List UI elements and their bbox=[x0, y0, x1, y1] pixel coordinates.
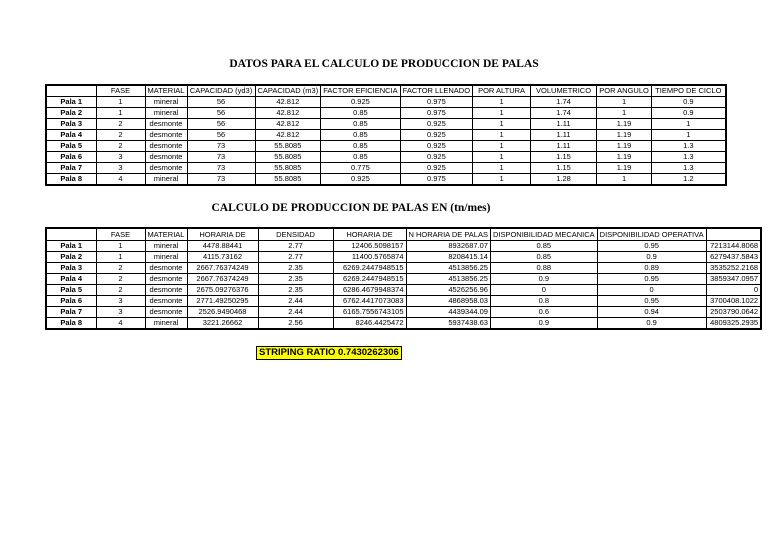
table-cell: 3221.26662 bbox=[187, 318, 258, 330]
table-cell: Pala 6 bbox=[46, 296, 96, 307]
table-cell: 12406.5098157 bbox=[333, 241, 406, 252]
table-cell: 1 bbox=[652, 130, 726, 141]
table-cell: 1.3 bbox=[652, 152, 726, 163]
table-cell: 2.35 bbox=[258, 274, 333, 285]
table-cell: 73 bbox=[187, 141, 255, 152]
table-cell: 2 bbox=[96, 274, 145, 285]
table-cell: 2 bbox=[96, 130, 145, 141]
table-cell: 1 bbox=[473, 163, 531, 174]
table-cell: 0.85 bbox=[321, 108, 400, 119]
table-cell: Pala 4 bbox=[46, 274, 96, 285]
table-cell: 1 bbox=[473, 119, 531, 130]
table-cell: 1 bbox=[96, 108, 145, 119]
table-cell: 0.975 bbox=[400, 174, 472, 186]
table-cell: 1.28 bbox=[531, 174, 597, 186]
table-cell: 56 bbox=[187, 108, 255, 119]
table-cell: 1.15 bbox=[531, 152, 597, 163]
table-cell: 1 bbox=[473, 152, 531, 163]
table-cell: 2 bbox=[96, 119, 145, 130]
table-cell: 1.19 bbox=[597, 119, 652, 130]
table-row bbox=[46, 108, 726, 119]
table1-header-5: FACTOR EFICIENCIA bbox=[321, 85, 400, 97]
table-cell: 6269.2447948515 bbox=[333, 263, 406, 274]
table-cell: 1.15 bbox=[531, 163, 597, 174]
table-cell: 0.85 bbox=[490, 252, 597, 263]
table-cell: 6269.2447948515 bbox=[333, 274, 406, 285]
table-cell: 0.775 bbox=[321, 163, 400, 174]
table-cell: 1.19 bbox=[597, 152, 652, 163]
table2-header-5: HORARIA DE bbox=[333, 228, 406, 241]
table-cell: 1 bbox=[473, 174, 531, 186]
table-cell: 4809325.2935 bbox=[706, 318, 761, 330]
table-cell: 1.19 bbox=[597, 163, 652, 174]
table-cell: 0.85 bbox=[321, 152, 400, 163]
table1-header-1: FASE bbox=[96, 85, 145, 97]
table2-header-9 bbox=[706, 228, 761, 241]
striping-ratio-label: STRIPING RATIO bbox=[259, 347, 336, 358]
table-cell: 2.56 bbox=[258, 318, 333, 330]
table-cell: 2667.76374249 bbox=[187, 274, 258, 285]
title-datos: DATOS PARA EL CALCULO DE PRODUCCION DE PALAS bbox=[229, 58, 539, 70]
table1-header-3: CAPACIDAD (yd3) bbox=[187, 85, 255, 97]
table-cell: 1.11 bbox=[531, 119, 597, 130]
table-cell: 73 bbox=[187, 174, 255, 186]
table-cell: 0.925 bbox=[321, 97, 400, 108]
table-cell: 42.812 bbox=[255, 108, 321, 119]
table-cell: 0.85 bbox=[490, 241, 597, 252]
table1-header-7: POR ALTURA bbox=[473, 85, 531, 97]
table-row bbox=[46, 163, 726, 174]
table-cell: mineral bbox=[145, 108, 187, 119]
table-cell: 0.925 bbox=[400, 119, 472, 130]
table-cell: 11400.5765874 bbox=[333, 252, 406, 263]
table-cell: 1 bbox=[597, 108, 652, 119]
table-cell: 8208415.14 bbox=[406, 252, 490, 263]
table-row bbox=[46, 119, 726, 130]
table-cell: 2 bbox=[96, 141, 145, 152]
table-cell: mineral bbox=[145, 97, 187, 108]
table-cell: 0 bbox=[597, 285, 706, 296]
table-cell: 0.89 bbox=[597, 263, 706, 274]
table-row bbox=[46, 318, 761, 330]
table-cell: 1 bbox=[473, 141, 531, 152]
table-cell: 2 bbox=[96, 263, 145, 274]
table-cell: 8246.4425472 bbox=[333, 318, 406, 330]
striping-ratio-value: 0.7430262306 bbox=[338, 347, 399, 358]
table-cell: 0 bbox=[490, 285, 597, 296]
table-cell: 0.95 bbox=[597, 274, 706, 285]
table1-header-6: FACTOR LLENADO bbox=[400, 85, 472, 97]
table-cell: 3700408.1022 bbox=[706, 296, 761, 307]
table-cell: 56 bbox=[187, 97, 255, 108]
table-cell: mineral bbox=[145, 318, 187, 330]
table-row bbox=[46, 241, 761, 252]
table-cell: desmonte bbox=[145, 296, 187, 307]
table-cell: desmonte bbox=[145, 163, 187, 174]
table-cell: 1 bbox=[473, 108, 531, 119]
table-cell: 3 bbox=[96, 296, 145, 307]
table-row bbox=[46, 130, 726, 141]
table-cell: Pala 7 bbox=[46, 307, 96, 318]
table-row bbox=[46, 263, 761, 274]
table-cell: Pala 3 bbox=[46, 119, 96, 130]
table1-header-0 bbox=[46, 85, 96, 97]
table-cell: 0.9 bbox=[490, 318, 597, 330]
table-row bbox=[46, 174, 726, 186]
table-cell: 6762.4417073083 bbox=[333, 296, 406, 307]
table-cell: 3 bbox=[96, 152, 145, 163]
table-cell: 1 bbox=[96, 252, 145, 263]
table-cell: 2526.9490468 bbox=[187, 307, 258, 318]
table-row bbox=[46, 285, 761, 296]
table-cell: 2.44 bbox=[258, 296, 333, 307]
table-cell: 0.975 bbox=[400, 108, 472, 119]
table-cell: 4 bbox=[96, 318, 145, 330]
table-cell: 1 bbox=[96, 97, 145, 108]
table-cell: 4513856.25 bbox=[406, 274, 490, 285]
table-cell: Pala 1 bbox=[46, 97, 96, 108]
table-cell: desmonte bbox=[145, 263, 187, 274]
table-cell: 5937438.63 bbox=[406, 318, 490, 330]
table-cell: 1 bbox=[473, 130, 531, 141]
table-cell: 4115.73162 bbox=[187, 252, 258, 263]
table-cell: 0.88 bbox=[490, 263, 597, 274]
table1-header-9: POR ANGULO bbox=[597, 85, 652, 97]
table-cell: Pala 4 bbox=[46, 130, 96, 141]
striping-ratio-box bbox=[256, 346, 402, 360]
table-cell: 1 bbox=[96, 241, 145, 252]
table-cell: 0.925 bbox=[400, 163, 472, 174]
table-cell: desmonte bbox=[145, 285, 187, 296]
table-row bbox=[46, 152, 726, 163]
table-cell: 1 bbox=[597, 97, 652, 108]
table-row bbox=[46, 252, 761, 263]
table-cell: Pala 3 bbox=[46, 263, 96, 274]
table-cell: 0.9 bbox=[597, 318, 706, 330]
table-cell: 2.35 bbox=[258, 285, 333, 296]
table-cell: 1.74 bbox=[531, 108, 597, 119]
table2-header-6: N HORARIA DE PALAS bbox=[406, 228, 490, 241]
table-cell: 0.94 bbox=[597, 307, 706, 318]
table-calculo bbox=[45, 227, 762, 330]
table-cell: 1 bbox=[597, 174, 652, 186]
table-cell: 0.9 bbox=[652, 108, 726, 119]
table-cell: 0.95 bbox=[597, 241, 706, 252]
table-cell: Pala 8 bbox=[46, 318, 96, 330]
table-cell: mineral bbox=[145, 252, 187, 263]
table-cell: 55.8085 bbox=[255, 152, 321, 163]
table-cell: 2.77 bbox=[258, 252, 333, 263]
table1-header-8: VOLUMETRICO bbox=[531, 85, 597, 97]
table2-header-3: HORARIA DE bbox=[187, 228, 258, 241]
table-cell: 7213144.8068 bbox=[706, 241, 761, 252]
table-cell: 0.85 bbox=[321, 119, 400, 130]
table2-header-8: DISPONIBILIDAD OPERATIVA bbox=[597, 228, 706, 241]
table-cell: 0.925 bbox=[400, 152, 472, 163]
table2-header-4: DENSIDAD bbox=[258, 228, 333, 241]
table-cell: 73 bbox=[187, 163, 255, 174]
table-cell: 42.812 bbox=[255, 119, 321, 130]
table-datos bbox=[45, 84, 727, 186]
table-cell: 2503790.0642 bbox=[706, 307, 761, 318]
table-row bbox=[46, 141, 726, 152]
table-cell: 4526256.96 bbox=[406, 285, 490, 296]
table-cell: desmonte bbox=[145, 152, 187, 163]
table-cell: 0.6 bbox=[490, 307, 597, 318]
table-cell: 1.19 bbox=[597, 141, 652, 152]
table-cell: 1.3 bbox=[652, 141, 726, 152]
table-cell: 56 bbox=[187, 130, 255, 141]
table-cell: Pala 8 bbox=[46, 174, 96, 186]
table-cell: 4868958.03 bbox=[406, 296, 490, 307]
table-cell: 0.9 bbox=[490, 274, 597, 285]
table-cell: Pala 2 bbox=[46, 252, 96, 263]
table-cell: 6165.7556743105 bbox=[333, 307, 406, 318]
table-cell: 3 bbox=[96, 307, 145, 318]
table1-header-4: CAPACIDAD (m3) bbox=[255, 85, 321, 97]
table-cell: 2.44 bbox=[258, 307, 333, 318]
table-cell: 1.2 bbox=[652, 174, 726, 186]
table-cell: 0.925 bbox=[321, 174, 400, 186]
table-cell: Pala 1 bbox=[46, 241, 96, 252]
table-cell: 0.9 bbox=[652, 97, 726, 108]
table1-header-2: MATERIAL bbox=[145, 85, 187, 97]
table-cell: 0 bbox=[706, 285, 761, 296]
table-cell: 4439344.09 bbox=[406, 307, 490, 318]
title-calculo: CALCULO DE PRODUCCION DE PALAS EN (tn/mes) bbox=[211, 202, 491, 214]
table1-header-10: TIEMPO DE CICLO bbox=[652, 85, 726, 97]
table-cell: 3 bbox=[96, 163, 145, 174]
table-cell: 1.11 bbox=[531, 141, 597, 152]
table-cell: Pala 7 bbox=[46, 163, 96, 174]
table-cell: 2.77 bbox=[258, 241, 333, 252]
table-cell: desmonte bbox=[145, 274, 187, 285]
table-cell: 1.74 bbox=[531, 97, 597, 108]
table-cell: 73 bbox=[187, 152, 255, 163]
table2-header-7: DISPONIBILIDAD MECANICA bbox=[490, 228, 597, 241]
table-cell: 4 bbox=[96, 174, 145, 186]
table-cell: desmonte bbox=[145, 141, 187, 152]
table-cell: 0.85 bbox=[321, 130, 400, 141]
table2-header-1: FASE bbox=[96, 228, 145, 241]
table-cell: 0.925 bbox=[400, 130, 472, 141]
table-cell: 55.8085 bbox=[255, 141, 321, 152]
table-cell: 1.19 bbox=[597, 130, 652, 141]
table2-header-2: MATERIAL bbox=[145, 228, 187, 241]
table-cell: 1 bbox=[473, 97, 531, 108]
table-cell: 2675.09276376 bbox=[187, 285, 258, 296]
table-cell: 0.9 bbox=[597, 252, 706, 263]
table2-header-0 bbox=[46, 228, 96, 241]
table-cell: 1 bbox=[652, 119, 726, 130]
table-cell: 2 bbox=[96, 285, 145, 296]
table-cell: 1.11 bbox=[531, 130, 597, 141]
table-cell: mineral bbox=[145, 241, 187, 252]
table-row bbox=[46, 97, 726, 108]
table-row bbox=[46, 274, 761, 285]
table-cell: desmonte bbox=[145, 119, 187, 130]
table-cell: Pala 5 bbox=[46, 141, 96, 152]
table-row bbox=[46, 296, 761, 307]
table-cell: 56 bbox=[187, 119, 255, 130]
table-cell: 2667.76374249 bbox=[187, 263, 258, 274]
table-cell: 2.35 bbox=[258, 263, 333, 274]
table-cell: Pala 2 bbox=[46, 108, 96, 119]
table-cell: mineral bbox=[145, 174, 187, 186]
table-cell: desmonte bbox=[145, 307, 187, 318]
table-cell: 6279437.5843 bbox=[706, 252, 761, 263]
table-cell: 4478.88441 bbox=[187, 241, 258, 252]
table-cell: Pala 6 bbox=[46, 152, 96, 163]
table-row bbox=[46, 307, 761, 318]
table-cell: 2771.49250295 bbox=[187, 296, 258, 307]
table-cell: 0.95 bbox=[597, 296, 706, 307]
table-cell: 3535252.2168 bbox=[706, 263, 761, 274]
table-cell: 0.85 bbox=[321, 141, 400, 152]
table-cell: 42.812 bbox=[255, 97, 321, 108]
table-cell: 4513856.25 bbox=[406, 263, 490, 274]
table-cell: 0.8 bbox=[490, 296, 597, 307]
table-cell: 8932687.07 bbox=[406, 241, 490, 252]
table-cell: 55.8085 bbox=[255, 174, 321, 186]
table-cell: 6286.4679948374 bbox=[333, 285, 406, 296]
table-cell: 1.3 bbox=[652, 163, 726, 174]
table-cell: 55.8085 bbox=[255, 163, 321, 174]
table-cell: desmonte bbox=[145, 130, 187, 141]
table-cell: 0.975 bbox=[400, 97, 472, 108]
table-cell: 0.925 bbox=[400, 141, 472, 152]
table-cell: Pala 5 bbox=[46, 285, 96, 296]
table-cell: 42.812 bbox=[255, 130, 321, 141]
table-cell: 3859347.0957 bbox=[706, 274, 761, 285]
